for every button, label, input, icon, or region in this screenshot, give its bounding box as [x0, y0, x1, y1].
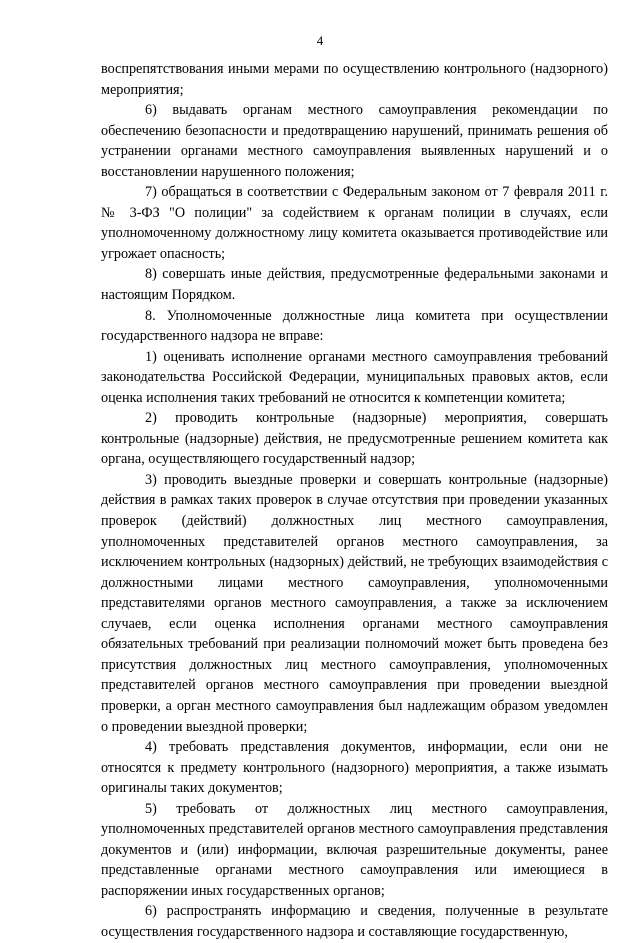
paragraph: 6) выдавать органам местного самоуправления рекомендации по обеспечению безопасности и предотвращению нарушений, принимать решения об устранении органами местного самоуправления выявленных нарушений и о восстановлении нарушенного положения; [101, 102, 608, 180]
paragraph: 7) обращаться в соответствии с Федеральным законом от 7 февраля 2011 г. № 3-ФЗ "О полиции" за содействием к органам полиции в случаях, если уполномоченному должностному лицу комитета оказывается противодействие или угрожает опасность; [101, 184, 608, 262]
paragraph: 4) требовать представления документов, информации, если они не относятся к предмету контрольного (надзорного) мероприятия, а также изымать оригиналы таких документов; [101, 739, 608, 797]
document-body [101, 59, 608, 943]
paragraph: 3) проводить выездные проверки и совершать контрольные (надзорные) действия в рамках таких проверок в случае отсутствия при проведении указанных проверок (действий) должностных лиц местного самоуправления, уполномоченных представителей органов местного самоуправления, за исключением контрольных (надзорных) действий, не требующих взаимодействия с должностными лицами местного самоуправления, уполномоченными представителями органов местного самоуправления, а также за исключением случаев, если оценка исполнения органами местного самоуправления обязательных требований при реализации полномочий может быть проведена без присутствия должностных лиц местного самоуправления, уполномоченных представителей органов местного самоуправления при проведении выездной проверки, а орган местного самоуправления был надлежащим образом уведомлен о проведении выездной проверки; [101, 471, 608, 735]
paragraph: 1) оценивать исполнение органами местного самоуправления требований законодательства Российской Федерации, муниципальных правовых актов, если оценка исполнения таких требований не относится к компетенции комитета; [101, 348, 608, 406]
paragraph: воспрепятствования иными мерами по осуществлению контрольного (надзорного) мероприятия; [101, 61, 608, 98]
paragraph: 2) проводить контрольные (надзорные) мероприятия, совершать контрольные (надзорные) действия, не предусмотренные решением комитета как органа, осуществляющего государственный надзор; [101, 410, 608, 468]
paragraph: 8) совершать иные действия, предусмотренные федеральными законами и настоящим Порядком. [101, 266, 608, 304]
paragraph: 5) требовать от должностных лиц местного самоуправления, уполномоченных представителей органов местного самоуправления представления документов и (или) информации, включая разрешительные документы, ранее представленные органами местного самоуправления или имеющиеся в распоряжении иных государственных органов; [101, 800, 608, 899]
page-number: 4 [316, 33, 324, 48]
paragraph: 8. Уполномоченные должностные лица комитета при осуществлении государственного надзора не вправе: [101, 307, 608, 345]
paragraph: 6) распространять информацию и сведения, полученные в результате осуществления государственного надзора и составляющие государственную, [101, 903, 608, 940]
